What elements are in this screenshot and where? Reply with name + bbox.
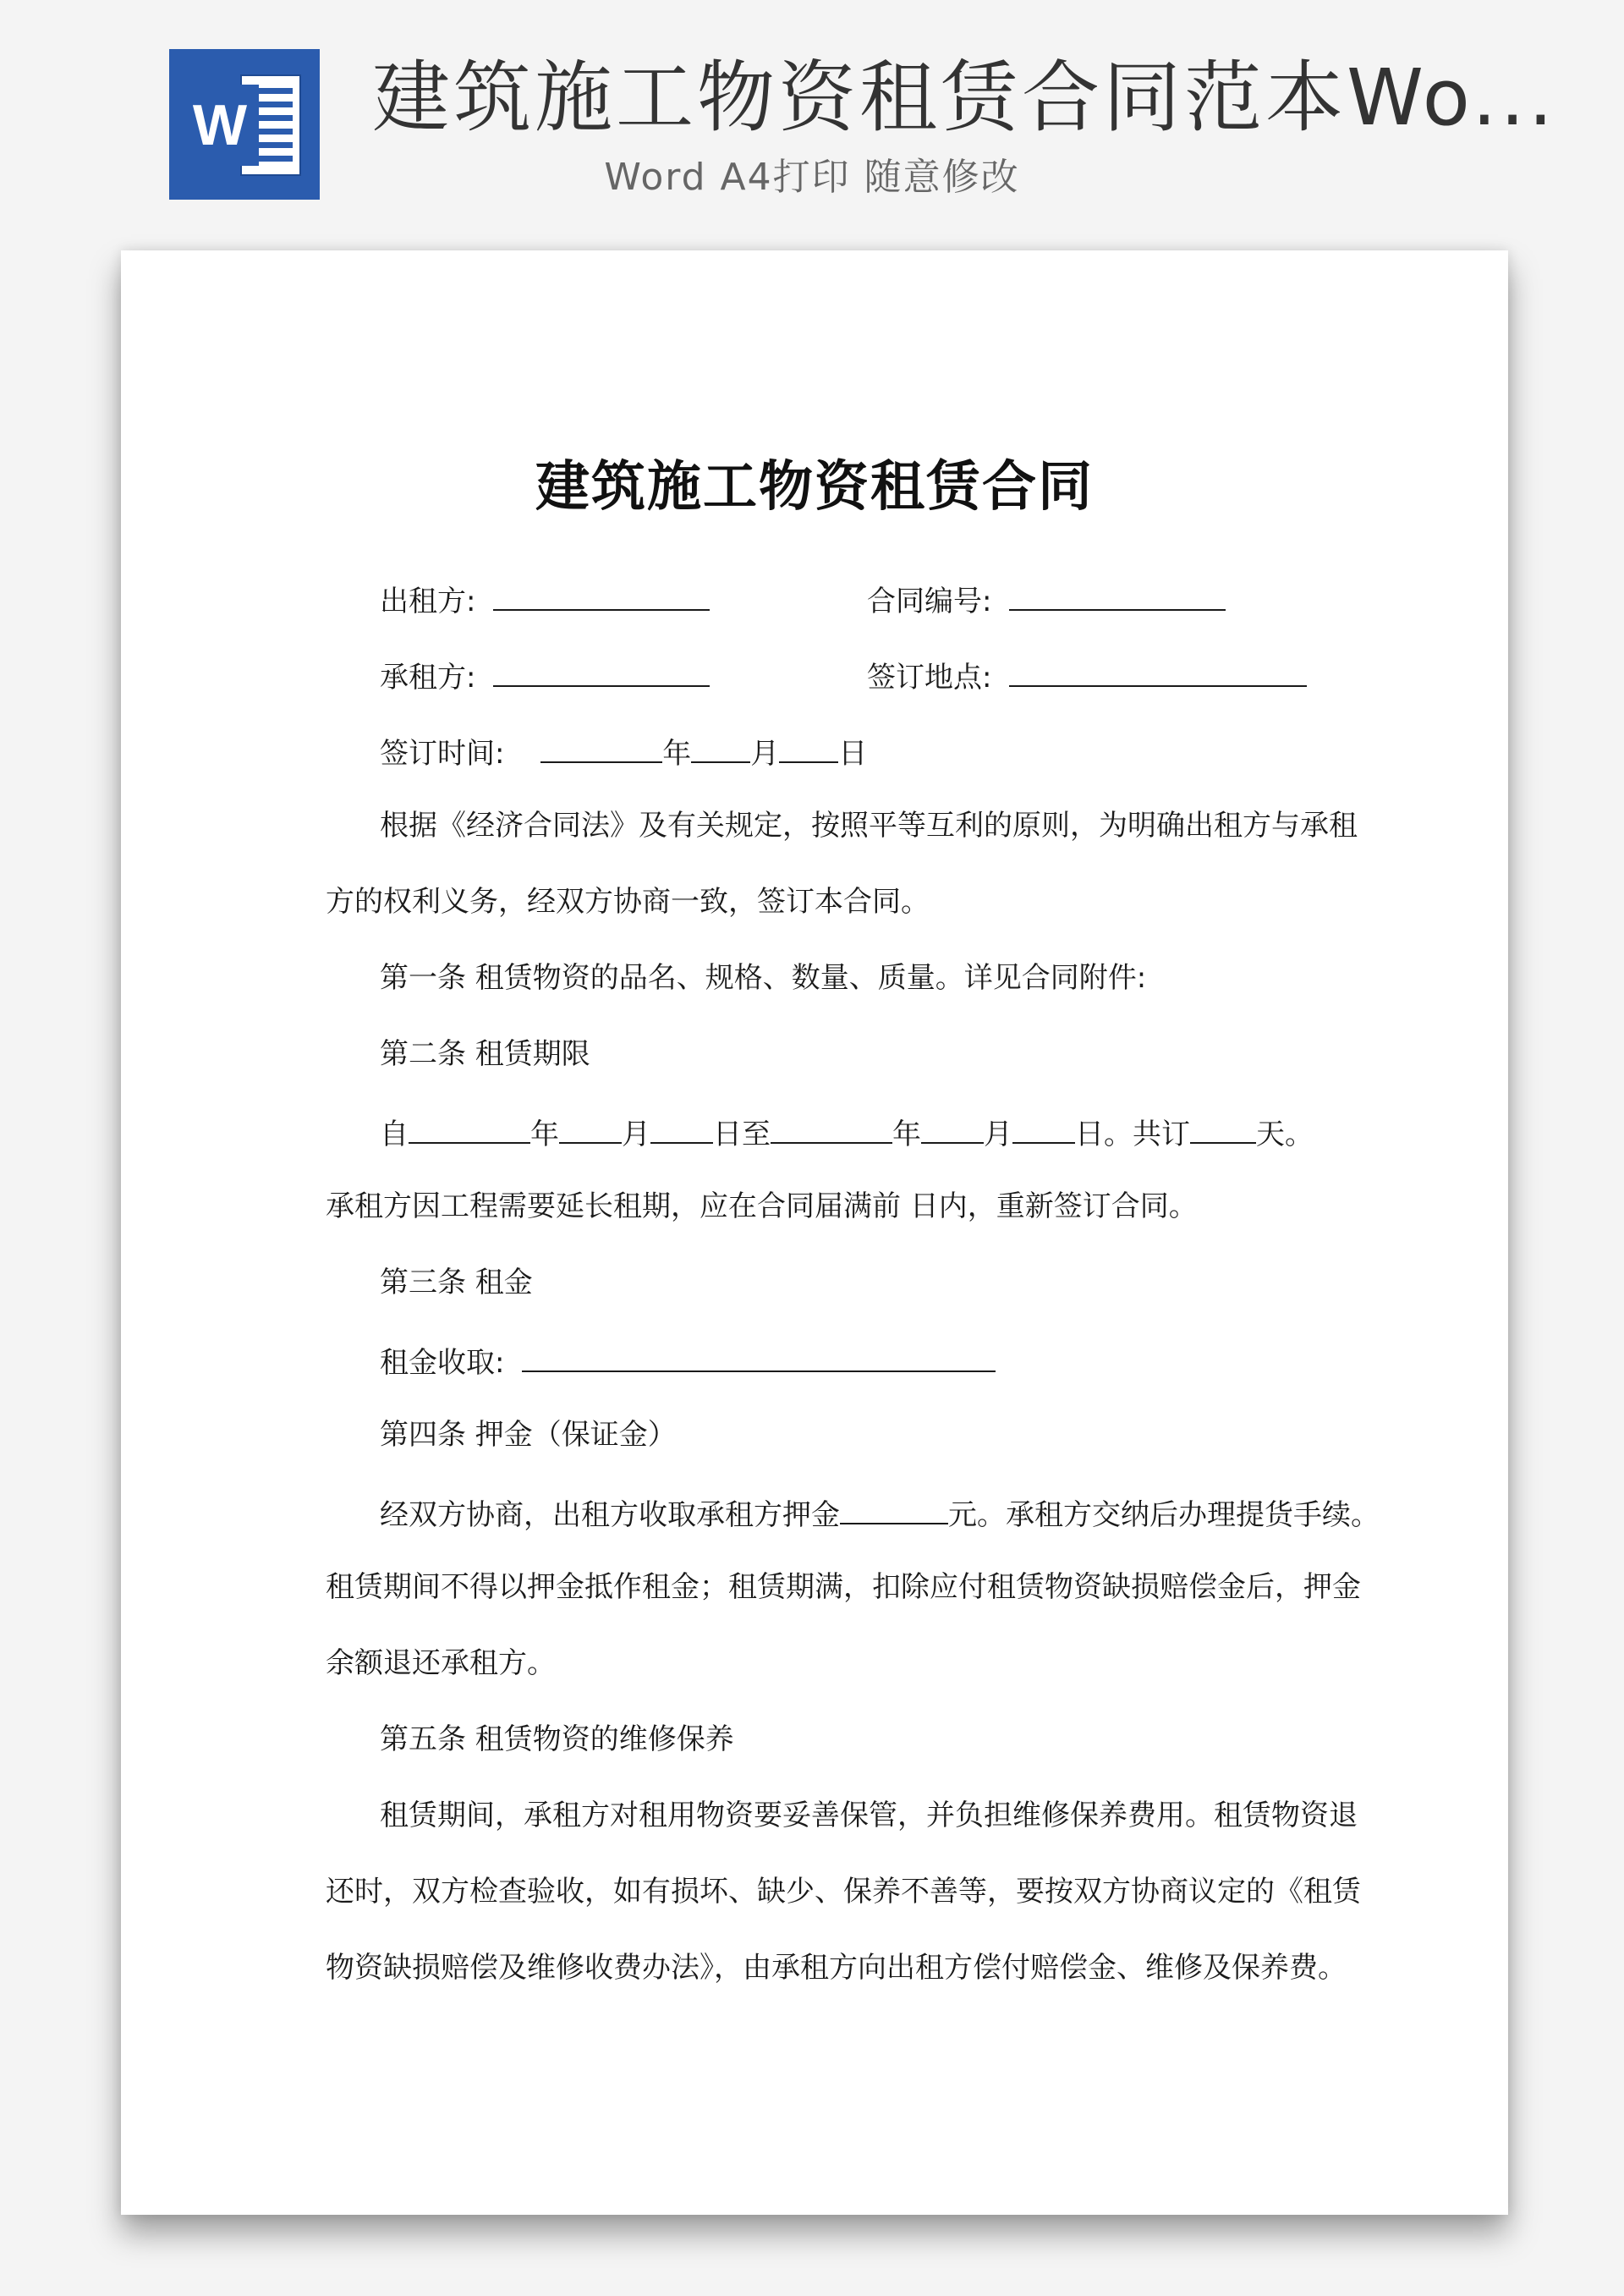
period-from-text: 自 [380, 1118, 409, 1151]
deposit-text-a: 经双方协商，出租方收取承租方押金 [380, 1498, 840, 1532]
lessee-label: 承租方: [380, 661, 476, 695]
end-year-blank [771, 1112, 892, 1144]
sign-place-line [867, 655, 1307, 696]
rent-collect-line [380, 1340, 996, 1381]
contract-no-label: 合同编号: [867, 585, 992, 618]
rent-collect-blank [522, 1340, 996, 1372]
lessor-label: 出租方: [380, 585, 476, 618]
rent-collect-label: 租金收取: [380, 1346, 505, 1380]
deposit-line-1 [380, 1492, 1380, 1534]
file-subtitle: Word A4打印 随意修改 [604, 156, 1020, 199]
deposit-line-2: 租赁期间不得以押金抵作租金；租赁期满，扣除应付租赁物资缺损赔偿金后，押金 [326, 1570, 1361, 1604]
sign-place-label: 签订地点: [867, 661, 992, 695]
lessee-blank [493, 655, 710, 687]
sign-month-blank [691, 731, 750, 763]
deposit-amount-blank [840, 1492, 948, 1524]
period-line [380, 1112, 1314, 1153]
intro-line-1: 根据《经济合同法》及有关规定，按照平等互利的原则，为明确出租方与承租 [380, 809, 1358, 843]
month-text: 月 [750, 737, 780, 771]
year-text: 年 [662, 737, 692, 771]
lessor-line [380, 579, 710, 620]
deposit-text-b: 元。承租方交纳后办理提货手续。 [948, 1498, 1380, 1532]
total-days-blank [1190, 1112, 1256, 1144]
contract-no-blank [1009, 579, 1226, 611]
preview-header [0, 0, 1624, 211]
intro-line-2: 方的权利义务，经双方协商一致，签订本合同。 [326, 885, 930, 919]
contract-no-line [867, 579, 1226, 620]
end-month-blank [921, 1112, 984, 1144]
start-year-blank [409, 1112, 530, 1144]
period-to-text: 日至 [713, 1118, 771, 1151]
word-letter: W [181, 85, 259, 166]
day-text: 日 [838, 737, 868, 771]
year-text: 年 [892, 1118, 921, 1151]
sign-place-blank [1009, 655, 1307, 687]
maintenance-line-3: 物资缺损赔偿及维修收费办法》，由承租方向出租方偿付赔偿金、维修及保养费。 [326, 1951, 1347, 1985]
article-2-heading: 第二条 租赁期限 [380, 1037, 590, 1071]
article-5-heading: 第五条 租赁物资的维修保养 [380, 1722, 734, 1756]
article-1: 第一条 租赁物资的品名、规格、数量、质量。详见合同附件: [380, 961, 1147, 995]
start-day-blank [650, 1112, 713, 1144]
month-text: 月 [984, 1118, 1012, 1151]
article-3-heading: 第三条 租金 [380, 1266, 533, 1299]
file-title: 建筑施工物资租赁合同范本Wo... [372, 52, 1556, 143]
period-days-text: 天。 [1256, 1118, 1314, 1151]
maintenance-line-1: 租赁期间，承租方对租用物资要妥善保管，并负担维修保养费用。租赁物资退 [380, 1799, 1358, 1832]
document-page [121, 250, 1508, 2215]
document-title: 建筑施工物资租赁合同 [535, 456, 1094, 519]
extend-line: 承租方因工程需要延长租期，应在合同届满前 日内，重新签订合同。 [326, 1189, 1198, 1223]
deposit-line-3: 余额退还承租方。 [326, 1646, 556, 1680]
start-month-blank [559, 1112, 622, 1144]
maintenance-line-2: 还时，双方检查验收，如有损坏、缺少、保养不善等，要按双方协商议定的《租赁 [326, 1875, 1361, 1909]
article-4-heading: 第四条 押金（保证金） [380, 1418, 677, 1452]
year-text: 年 [530, 1118, 559, 1151]
end-day-blank [1012, 1112, 1075, 1144]
lessor-blank [493, 579, 710, 611]
period-total-text: 日。共订 [1075, 1118, 1190, 1151]
lessee-line [380, 655, 710, 696]
sign-time-label: 签订时间: [380, 737, 505, 771]
month-text: 月 [622, 1118, 650, 1151]
sign-year-blank [540, 731, 662, 763]
sign-time-line [380, 731, 867, 772]
sign-day-blank [779, 731, 838, 763]
